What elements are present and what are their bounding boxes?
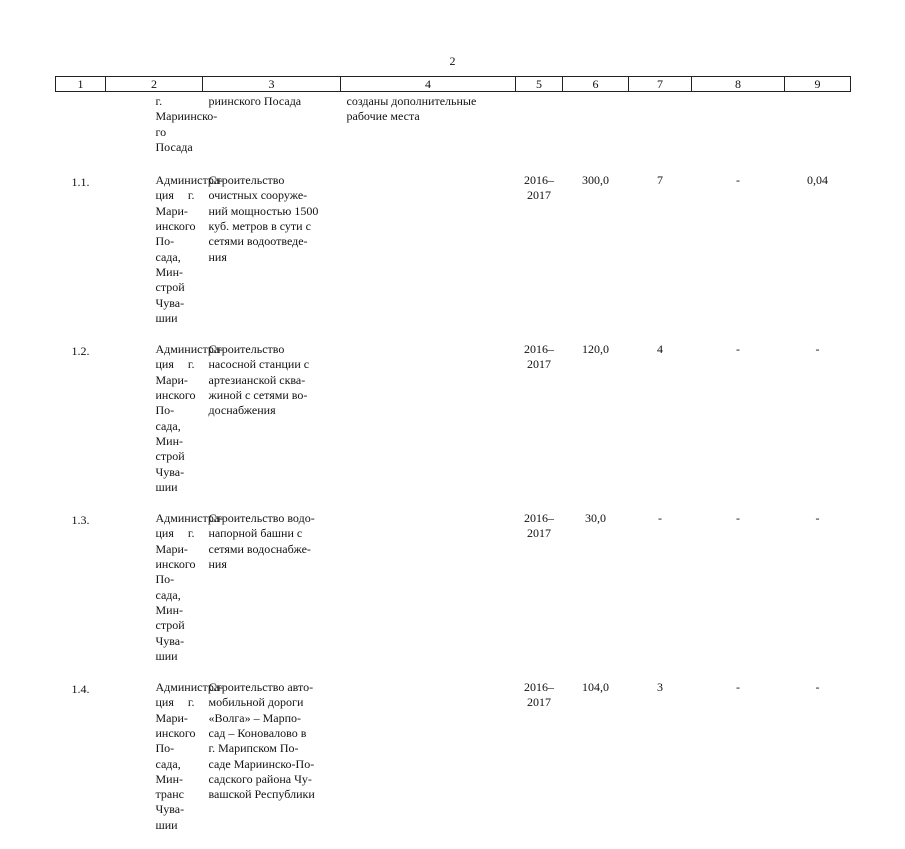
text-line: 2017 xyxy=(527,526,551,541)
text-line: 2016– xyxy=(524,342,554,357)
cell-c8: - xyxy=(736,511,740,526)
header-row xyxy=(56,77,851,92)
text-line: инского По- xyxy=(155,219,196,249)
cell-period xyxy=(516,173,563,342)
text-line: доснабжения xyxy=(208,403,276,418)
text-line: саде Мариинско-По- xyxy=(208,756,315,771)
cell-description xyxy=(203,173,341,342)
text-line: го Посада xyxy=(155,124,193,154)
cell-num: 1.2. xyxy=(71,344,90,359)
text-line: риинского Посада xyxy=(208,94,302,108)
text-line: очистных сооруже- xyxy=(208,188,308,203)
cell-num: 1.3. xyxy=(71,513,90,528)
text-line: ция г. Мари- xyxy=(155,188,195,218)
cell-num: 1.1. xyxy=(71,175,90,190)
text-line: шии xyxy=(155,310,178,325)
text-line: сада, Мин- xyxy=(155,756,184,786)
text-line: инского По- xyxy=(155,725,196,756)
cell-period xyxy=(516,511,563,680)
text-line: Администра- xyxy=(155,680,224,695)
cell-c9: - xyxy=(815,511,820,526)
cell-executor xyxy=(106,680,224,849)
cell-description xyxy=(203,511,341,680)
text-line: ция г. Мари- xyxy=(155,695,195,725)
cell-c6: 30,0 xyxy=(585,511,606,526)
cell-result xyxy=(341,173,516,342)
cell-c7: 3 xyxy=(657,680,663,695)
header-cell: 1 xyxy=(56,77,106,92)
text-line: 2017 xyxy=(527,188,551,203)
header-cell: 7 xyxy=(629,77,692,92)
text-line: 2017 xyxy=(527,357,551,372)
header-cell: 9 xyxy=(785,77,851,92)
cell-c8 xyxy=(692,92,785,174)
text-line: 2016– xyxy=(524,680,554,695)
text-line: инского По- xyxy=(155,388,196,418)
text-line: Администра- xyxy=(155,511,224,526)
text-line: шии xyxy=(155,817,178,832)
cell-c6 xyxy=(563,92,629,174)
cell-description xyxy=(203,680,341,849)
text-line: транс Чува- xyxy=(155,787,185,817)
text-line: Строительство авто- xyxy=(208,680,314,695)
cell-executor xyxy=(106,92,218,174)
table-row xyxy=(56,173,851,342)
text-line: куб. метров в сути с xyxy=(208,219,311,234)
text-line: насосной станции с xyxy=(208,357,310,372)
text-line: Администра- xyxy=(155,342,224,357)
cell-result xyxy=(341,511,516,680)
text-line: созданы дополнительные xyxy=(346,94,477,108)
program-table xyxy=(55,76,851,849)
text-line: сада, Мин- xyxy=(155,418,184,448)
text-line: строй Чува- xyxy=(155,449,185,479)
text-line: жиной с сетями во- xyxy=(208,388,308,403)
cell-c7 xyxy=(629,92,692,174)
cell-c8: - xyxy=(736,173,740,188)
text-line: ния xyxy=(208,249,227,264)
text-line: сетями водоотведе- xyxy=(208,234,308,249)
text-line: шии xyxy=(155,648,178,663)
text-line: г. Мариинско- xyxy=(155,94,218,124)
cell-c9: 0,04 xyxy=(807,173,828,188)
text-line: г. Марипском По- xyxy=(208,741,299,756)
cell-c6: 300,0 xyxy=(582,173,609,188)
text-line: мобильной дороги xyxy=(208,695,304,710)
cell-num: 1.4. xyxy=(71,682,90,697)
header-cell: 5 xyxy=(516,77,563,92)
cell-c7: 7 xyxy=(657,173,663,188)
cell-executor xyxy=(106,342,224,511)
cell-c6: 120,0 xyxy=(582,342,609,357)
header-cell: 4 xyxy=(341,77,516,92)
cell-c7: - xyxy=(658,511,662,526)
continuation-row xyxy=(56,92,851,174)
text-line: ний мощностью 1500 xyxy=(208,203,319,218)
cell-description xyxy=(203,342,341,511)
text-line: 2016– xyxy=(524,511,554,526)
cell-c7: 4 xyxy=(657,342,663,357)
text-line: рабочие места xyxy=(346,109,420,124)
header-cell: 8 xyxy=(692,77,785,92)
text-line: строй Чува- xyxy=(155,280,185,310)
text-line: Строительство xyxy=(208,173,285,188)
text-line: ция г. Мари- xyxy=(155,526,195,556)
text-line: Строительство xyxy=(208,342,285,357)
text-line: Строительство водо- xyxy=(208,511,315,526)
text-line: ния xyxy=(208,557,227,572)
cell-description xyxy=(203,92,341,174)
text-line: сад – Коновалово в xyxy=(208,725,307,740)
text-line: артезианской сква- xyxy=(208,372,306,387)
cell-c6: 104,0 xyxy=(582,680,609,695)
text-line: Администра- xyxy=(155,173,224,188)
cell-result xyxy=(341,342,516,511)
text-line: инского По- xyxy=(155,557,196,587)
text-line: строй Чува- xyxy=(155,618,185,648)
header-cell: 2 xyxy=(106,77,203,92)
cell-c9: - xyxy=(815,342,820,357)
text-line: сетями водоснабже- xyxy=(208,541,311,556)
table-row xyxy=(56,342,851,511)
table-row xyxy=(56,680,851,849)
text-line: 2016– xyxy=(524,173,554,188)
text-line: садского района Чу- xyxy=(208,771,312,786)
cell-c9 xyxy=(785,92,851,174)
cell-c8: - xyxy=(736,342,740,357)
text-line: вашской Республики xyxy=(208,787,315,802)
cell-result xyxy=(341,680,516,849)
cell-result xyxy=(341,92,516,174)
cell-num xyxy=(56,92,106,174)
page-number: 2 xyxy=(449,54,456,68)
table-row xyxy=(56,511,851,680)
cell-period xyxy=(516,92,563,174)
text-line: ция г. Мари- xyxy=(155,357,195,387)
text-line: «Волга» – Марпо- xyxy=(208,710,301,725)
header-cell: 3 xyxy=(203,77,341,92)
text-line: шии xyxy=(155,479,178,494)
text-line: сада, Мин- xyxy=(155,587,184,617)
cell-period xyxy=(516,680,563,849)
text-line: 2017 xyxy=(527,695,551,710)
cell-c9: - xyxy=(815,680,820,695)
cell-c8: - xyxy=(736,680,740,695)
header-cell: 6 xyxy=(563,77,629,92)
text-line: сада, Мин- xyxy=(155,249,184,279)
text-line: напорной башни с xyxy=(208,526,303,541)
cell-period xyxy=(516,342,563,511)
